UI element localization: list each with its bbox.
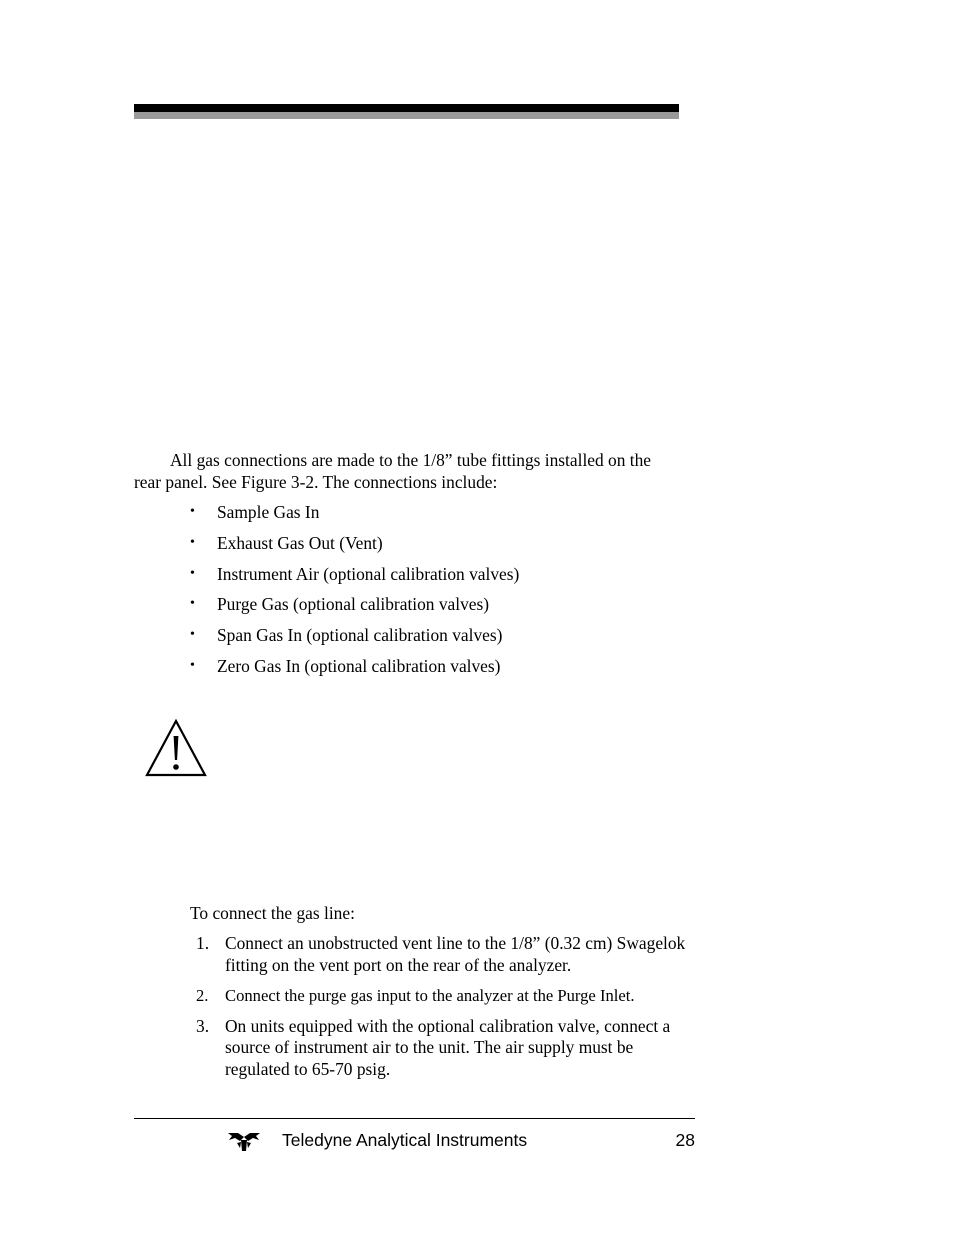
list-item-text: Purge Gas (optional calibration valves) [217, 594, 490, 615]
page-number: 28 [675, 1130, 695, 1150]
step-text: Connect an unobstructed vent line to the 1/8” (0.32 cm) Swagelok fitting on the vent port on the rear of the analyzer. [225, 933, 686, 975]
steps-list [190, 933, 690, 1089]
step-text: On units equipped with the optional calibration valve, connect a source of instrument air to the unit. The air supply must be regulated to 65-70 psig. [225, 1015, 671, 1079]
list-item [190, 655, 519, 677]
list-item [190, 563, 519, 585]
bullet-icon: • [190, 596, 195, 612]
bullet-icon: • [190, 504, 195, 519]
bullet-icon: • [190, 657, 195, 673]
header-rule-black [134, 104, 679, 112]
header-rule-gray [134, 112, 679, 119]
list-item-text: Span Gas In (optional calibration valves) [217, 625, 503, 646]
step-item [190, 933, 690, 976]
step-item [190, 985, 690, 1007]
step-number: 1. [196, 933, 210, 953]
list-item-text: Zero Gas In (optional calibration valves) [217, 655, 501, 676]
list-item [190, 624, 519, 646]
step-item [190, 1016, 690, 1081]
list-item [190, 501, 519, 523]
footer-rule [134, 1118, 695, 1119]
step-text: Connect the purge gas input to the analyzer at the Purge Inlet. [225, 986, 635, 1005]
list-item [190, 532, 519, 554]
list-item-text: Sample Gas In [217, 502, 320, 522]
list-item [190, 593, 519, 615]
footer-company-name: Teledyne Analytical Instruments [282, 1130, 528, 1150]
list-item-text: Exhaust Gas Out (Vent) [217, 532, 383, 553]
bullet-icon: • [190, 534, 195, 550]
step-number: 2. [196, 986, 209, 1005]
teledyne-logo-icon [226, 1131, 262, 1153]
connections-list [190, 501, 519, 686]
list-item-text: Instrument Air (optional calibration valves) [217, 563, 520, 584]
bullet-icon: • [190, 565, 195, 581]
connect-lead-text: To connect the gas line: [190, 903, 355, 923]
bullet-icon: • [190, 627, 195, 643]
warning-triangle-icon [145, 719, 207, 777]
intro-paragraph: All gas connections are made to the 1/8” tube fittings installed on the rear panel. See Figure 3-2. The connections include: [134, 450, 652, 492]
step-number: 3. [196, 1015, 210, 1036]
